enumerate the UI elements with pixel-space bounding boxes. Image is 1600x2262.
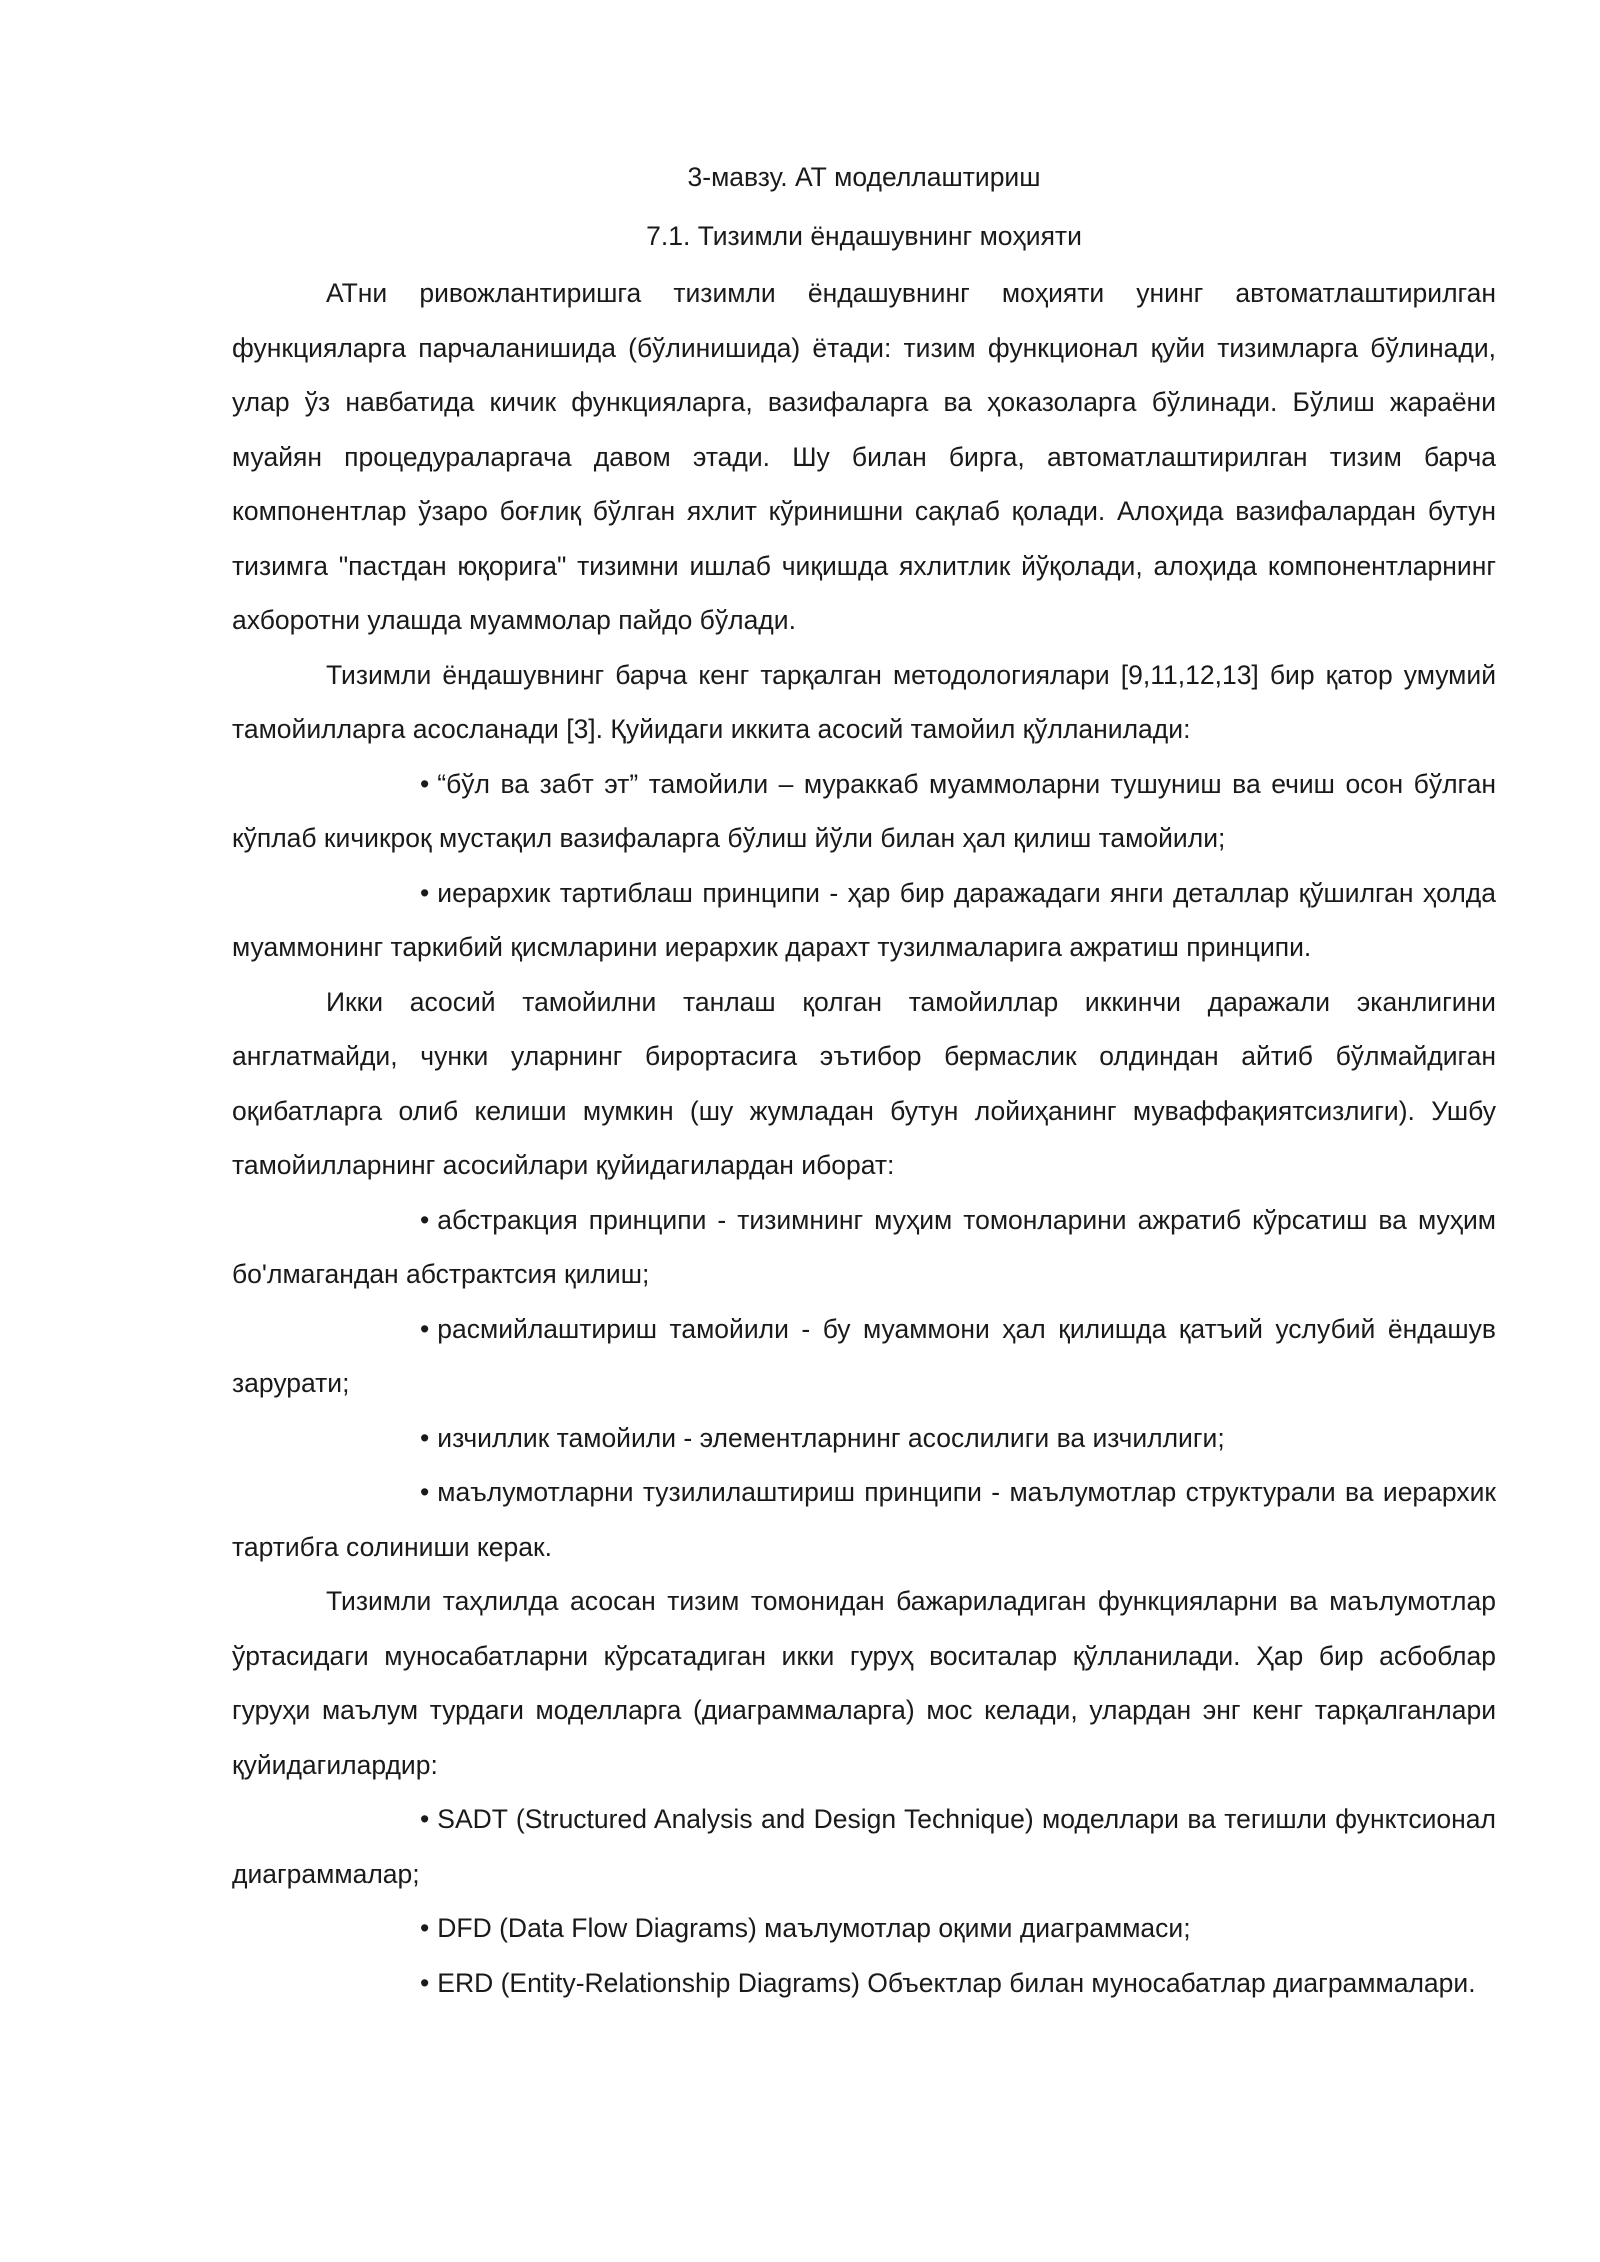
section-subtitle: 7.1. Тизимли ёндашувнинг моҳияти [646,221,1082,251]
document-title: 3-мавзу. АТ моделлаштириш [687,162,1041,192]
bullet-sadt: • SADT (Structured Analysis and Design Technique) моделлари ва тегишли функтсионал диаграммалар; [232,1792,1496,1901]
bullet-dfd: • DFD (Data Flow Diagrams) маълумотлар оқими диаграммаси; [232,1901,1496,1956]
bullet-hierarchical-ordering: • иерархик тартиблаш принципи - ҳар бир даражадаги янги деталлар қўшилган ҳолда муаммонинг таркибий қисмларини иерархик дарахт тузилмаларига ажратиш принципи. [232,866,1496,975]
bullet-marker: • [420,1967,430,1998]
bullet-data-structuring: • маълумотларни тузилилаштириш принципи - маълумотлар структурали ва иерархик тартибга солиниши керак. [232,1465,1496,1574]
bullet-marker: • [420,1204,430,1235]
bullet-marker: • [420,1804,430,1834]
bullet-marker: • [420,877,430,908]
bullet-erd: • ERD (Entity-Relationship Diagrams) Объектлар билан муносабатлар диаграммалари. [232,1956,1496,2011]
document-page [232,148,1496,2010]
paragraph-systems-approach-essence: АТни ривожлантиришга тизимли ёндашувнинг моҳияти унинг автоматлаштирилган функцияларга парчаланишида (бўлинишида) ётади: тизим функционал қуйи тизимларга бўлинади, улар ўз навбатида кичик функцияларга, вазифаларга ва ҳоказоларга бўлинади. Бўлиш жараёни муайян процедураларгача давом этади. Шу билан бирга, автоматлаштирилган тизим барча компонентлар ўзаро боғлиқ бўлган яхлит кўринишни сақлаб қолади. Алоҳида вазифалардан бутун тизимга "пастдан юқорига" тизимни ишлаб чиқишда яхлитлик йўқолади, алоҳида компонентларнинг ахборотни улашда муаммолар пайдо бўлади. [232,278,1496,635]
bullet-formalization: • расмийлаштириш тамойили - бу муаммони ҳал қилишда қатъий услубий ёндашув зарурати; [232,1302,1496,1411]
bullet-marker: • [420,1422,430,1453]
bullet-abstraction: • абстракция принципи - тизимнинг муҳим томонларини ажратиб кўрсатиш ва муҳим бо'лмагандан абстрактсия қилиш; [232,1193,1496,1302]
bullet-marker: • [420,768,430,799]
paragraph-system-analysis-tools: Тизимли таҳлилда асосан тизим томонидан бажариладиган функцияларни ва маълумотлар ўртасидаги муносабатларни кўрсатадиган икки гуруҳ воситалар қўлланилади. Ҳар бир асбоблар гуруҳи маълум турдаги моделларга (диаграммаларга) мос келади, улардан энг кенг тарқалганлари қуйидагилардир: [232,1586,1496,1780]
paragraph-methodologies-principles: Тизимли ёндашувнинг барча кенг тарқалган методологиялари [9,11,12,13] бир қатор умумий тамойилларга асосланади [3]. Қуйидаги иккита асосий тамойил қўлланилади: [232,659,1496,744]
bullet-marker: • [420,1313,430,1344]
bullet-consistency: • изчиллик тамойили - элементларнинг асослилиги ва изчиллиги; [232,1411,1496,1466]
bullet-marker: • [420,1477,430,1507]
paragraph-other-principles: Икки асосий тамойилни танлаш қолган тамойиллар иккинчи даражали эканлигини англатмайди, чунки уларнинг бирортасига эътибор бермаслик олдиндан айтиб бўлмайдиган оқибатларга олиб келиши мумкин (шу жумладан бутун лойиҳанинг муваффақиятсизлиги). Ушбу тамойилларнинг асосийлари қуйидагилардан иборат: [232,986,1496,1180]
bullet-divide-and-conquer: • “бўл ва забт эт” тамойили – мураккаб муаммоларни тушуниш ва ечиш осон бўлган кўплаб кичикроқ мустақил вазифаларга бўлиш йўли билан ҳал қилиш тамойили; [232,757,1496,866]
bullet-marker: • [420,1913,430,1943]
